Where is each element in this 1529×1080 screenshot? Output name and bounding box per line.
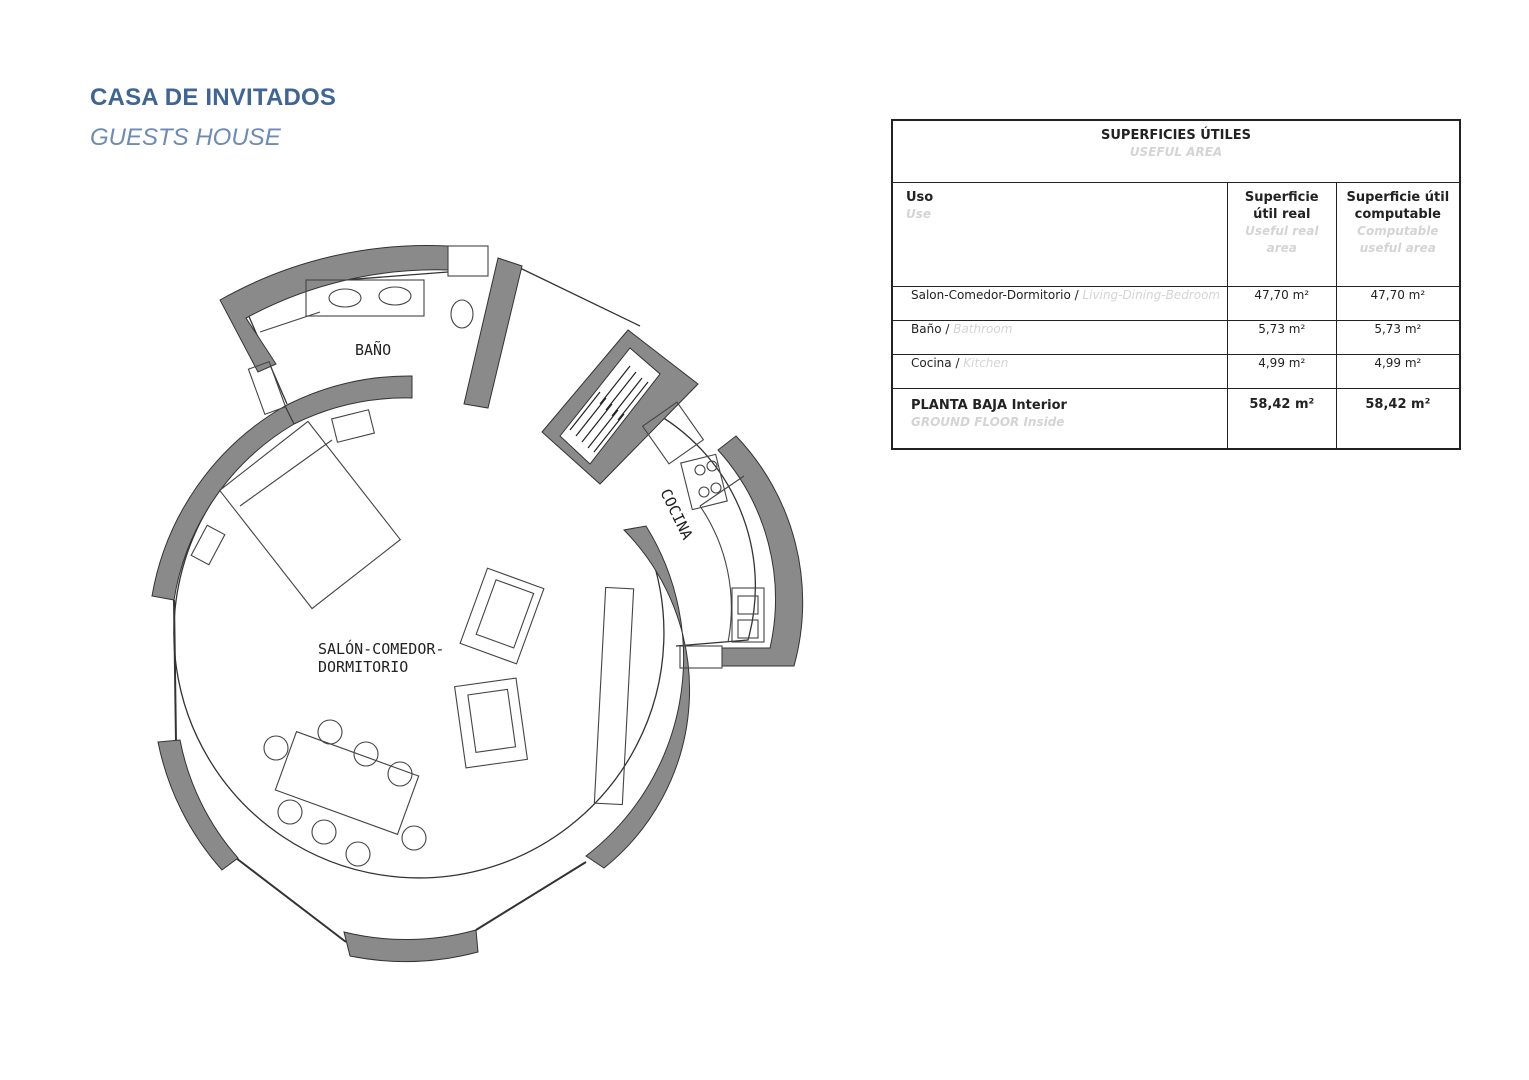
room-label-bano: BAÑO <box>355 341 392 359</box>
column-real-en: Useful real area <box>1245 224 1319 255</box>
stove-icon <box>681 454 728 509</box>
dining-table <box>275 732 418 835</box>
table-title-en: USEFUL AREA <box>1129 145 1223 159</box>
row-real: 47,70 m² <box>1227 287 1336 321</box>
column-uso-label: Uso <box>906 190 934 205</box>
room-label-cocina: COCINA <box>656 485 697 543</box>
chair <box>264 736 288 760</box>
row-name-en: Kitchen <box>963 356 1009 370</box>
room-label-salon: SALÓN-COMEDOR- <box>318 640 445 658</box>
row-name-en: Bathroom <box>953 322 1013 336</box>
table-row: Salon-Comedor-Dormitorio / Living-Dining-Bedroom 47,70 m² 47,70 m² <box>892 287 1460 321</box>
row-real: 5,73 m² <box>1227 321 1336 355</box>
toilet-icon <box>451 300 473 328</box>
useful-area-table <box>891 119 1461 450</box>
row-name-en: Living-Dining-Bedroom <box>1082 288 1221 302</box>
table-total-row <box>892 389 1460 450</box>
table-title-cell <box>892 120 1460 183</box>
table-title: SUPERFICIES ÚTILES <box>1101 128 1251 143</box>
column-header-real <box>1227 183 1336 287</box>
row-real: 4,99 m² <box>1227 355 1336 389</box>
column-computable-label: Superficie útil computable <box>1346 190 1450 222</box>
sofa <box>594 587 633 804</box>
table-row: Baño / Bathroom 5,73 m² 5,73 m² <box>892 321 1460 355</box>
row-name: Salon-Comedor-Dormitorio <box>911 288 1071 302</box>
total-name-en: GROUND FLOOR Inside <box>911 415 1065 429</box>
row-computable: 4,99 m² <box>1336 355 1460 389</box>
column-real-label: Superficie útil real <box>1244 190 1319 222</box>
page-title: CASA DE INVITADOS <box>90 84 337 111</box>
total-computable: 58,42 m² <box>1336 389 1460 450</box>
column-computable-en: Computable useful area <box>1357 224 1439 255</box>
row-name: Baño <box>911 322 942 336</box>
total-real: 58,42 m² <box>1227 389 1336 450</box>
row-name: Cocina <box>911 356 952 370</box>
total-name: PLANTA BAJA Interior <box>911 398 1067 413</box>
row-computable: 5,73 m² <box>1336 321 1460 355</box>
table-row: Cocina / Kitchen 4,99 m² 4,99 m² <box>892 355 1460 389</box>
column-header-computable <box>1336 183 1460 287</box>
column-header-uso <box>892 183 1227 287</box>
column-uso-en: Use <box>906 207 932 221</box>
page-subtitle: GUESTS HOUSE <box>90 124 281 151</box>
room-label-dormitorio: DORMITORIO <box>318 658 409 676</box>
sink-icon <box>329 289 361 307</box>
walls <box>152 245 803 961</box>
kitchen-outline <box>520 268 755 646</box>
row-computable: 47,70 m² <box>1336 287 1460 321</box>
